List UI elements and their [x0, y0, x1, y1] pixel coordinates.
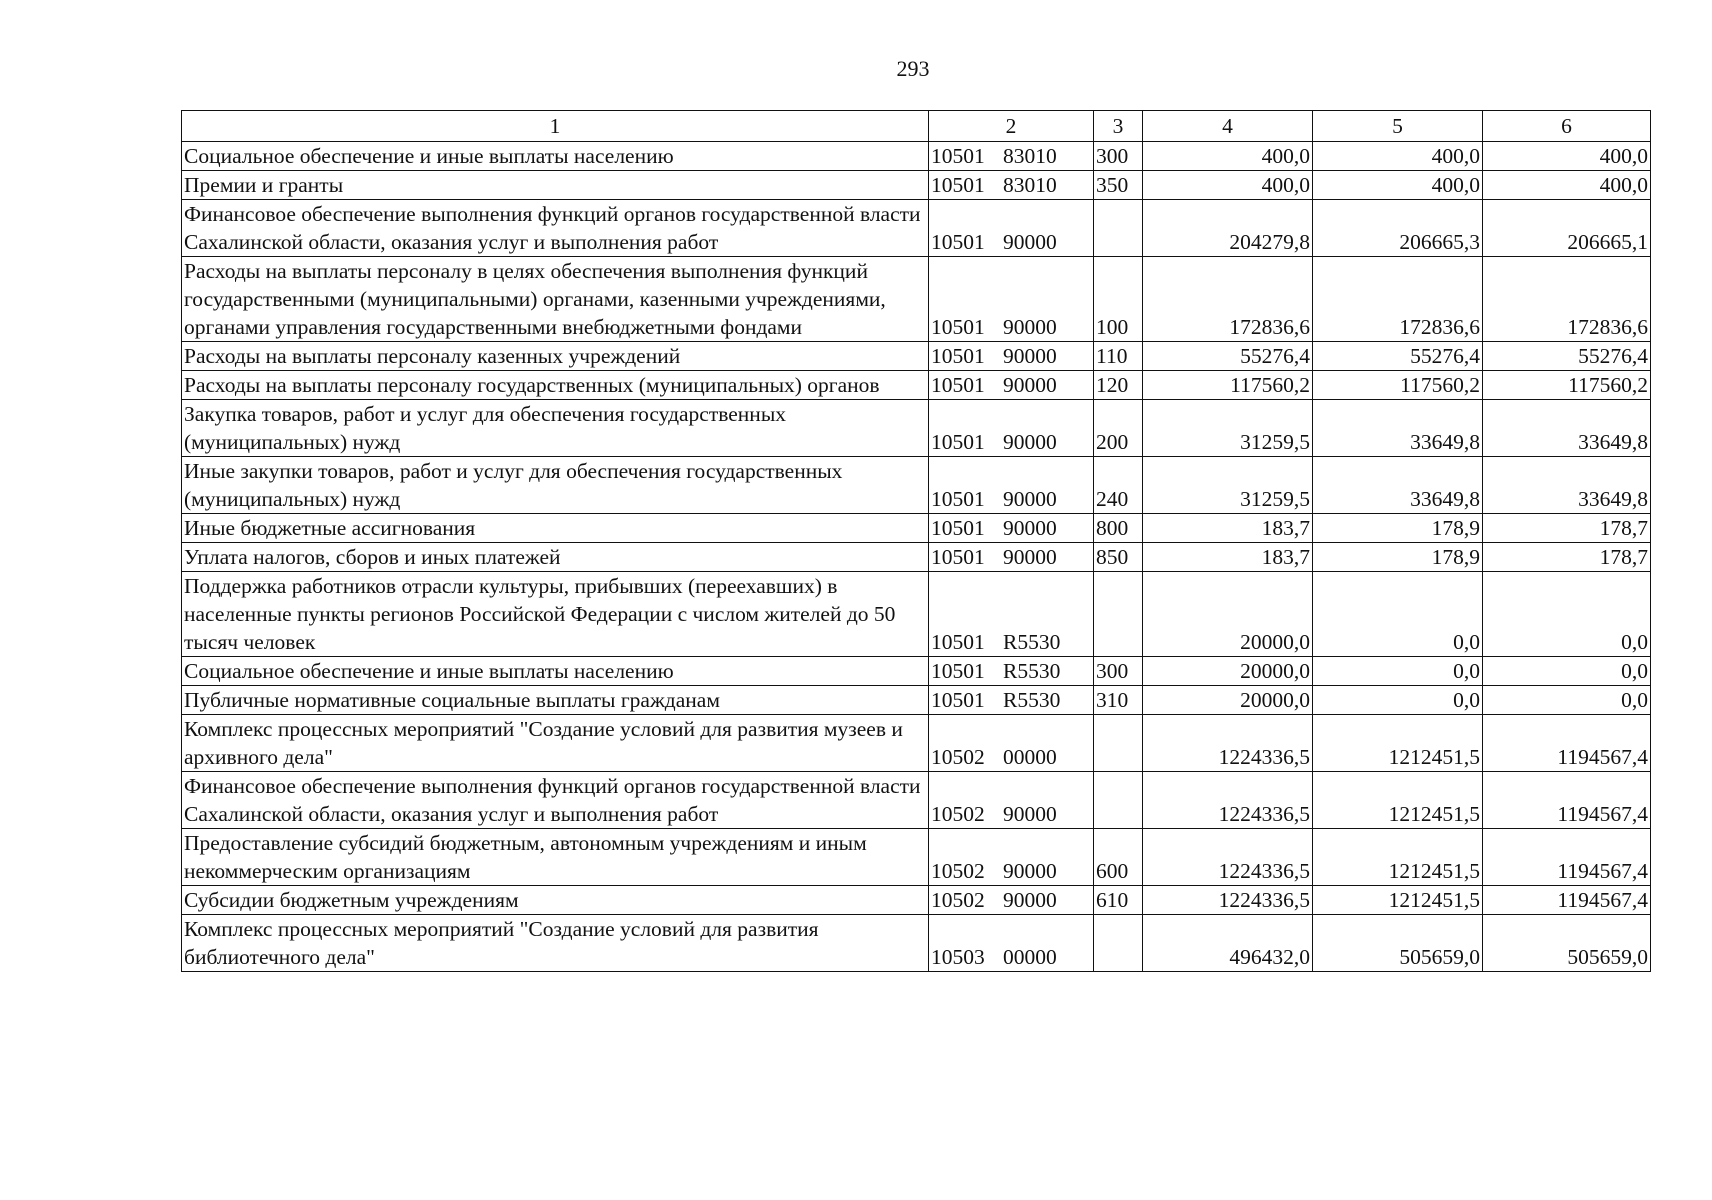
row-expense-kind: 100 [1094, 257, 1143, 342]
row-amount-col-5: 117560,2 [1313, 371, 1483, 400]
table-row [182, 342, 1651, 371]
row-code-item: 90000 [1003, 888, 1057, 912]
page-number: 293 [896, 56, 930, 81]
row-name: Предоставление субсидий бюджетным, автономным учреждениям и иным некоммерческим организациям [182, 829, 929, 886]
row-code-item: R5530 [1003, 688, 1061, 712]
row-code-item: R5530 [1003, 630, 1061, 654]
row-code-item: 90000 [1003, 516, 1057, 540]
row-amount-col-6: 400,0 [1483, 171, 1651, 200]
row-amount-col-6: 1194567,4 [1483, 886, 1651, 915]
row-expense-kind: 800 [1094, 514, 1143, 543]
row-amount-col-5: 1212451,5 [1313, 715, 1483, 772]
row-code-section: 10501 [931, 373, 985, 397]
row-name: Социальное обеспечение и иные выплаты населению [182, 142, 929, 171]
row-name: Финансовое обеспечение выполнения функций органов государственной власти Сахалинской области, оказания услуг и выполнения работ [182, 200, 929, 257]
row-expense-kind [1094, 915, 1143, 972]
row-code-item: 90000 [1003, 487, 1057, 511]
row-name: Социальное обеспечение и иные выплаты населению [182, 657, 929, 686]
row-expense-kind [1094, 572, 1143, 657]
table-row [182, 200, 1651, 257]
row-expense-kind: 350 [1094, 171, 1143, 200]
row-code [929, 657, 1094, 686]
row-code-section: 10501 [931, 344, 985, 368]
row-amount-col-5: 1212451,5 [1313, 829, 1483, 886]
row-amount-col-5: 0,0 [1313, 572, 1483, 657]
row-amount-col-4: 400,0 [1143, 142, 1313, 171]
row-amount-col-5: 400,0 [1313, 142, 1483, 171]
row-amount-col-6: 1194567,4 [1483, 772, 1651, 829]
row-amount-col-5: 505659,0 [1313, 915, 1483, 972]
row-amount-col-6: 0,0 [1483, 572, 1651, 657]
row-code [929, 543, 1094, 572]
row-amount-col-4: 183,7 [1143, 543, 1313, 572]
row-expense-kind [1094, 772, 1143, 829]
row-code-item: 90000 [1003, 315, 1057, 339]
row-code [929, 715, 1094, 772]
row-code [929, 572, 1094, 657]
row-amount-col-4: 117560,2 [1143, 371, 1313, 400]
row-amount-col-6: 33649,8 [1483, 457, 1651, 514]
row-name: Поддержка работников отрасли культуры, прибывших (переехавших) в населенные пункты регионов Российской Федерации с числом жителей до 50 тысяч человек [182, 572, 929, 657]
row-amount-col-4: 20000,0 [1143, 572, 1313, 657]
row-code-section: 10502 [931, 888, 985, 912]
table-row [182, 371, 1651, 400]
table-row [182, 829, 1651, 886]
table-row [182, 543, 1651, 572]
row-name: Закупка товаров, работ и услуг для обеспечения государственных (муниципальных) нужд [182, 400, 929, 457]
row-amount-col-4: 172836,6 [1143, 257, 1313, 342]
row-code-item: 90000 [1003, 545, 1057, 569]
row-amount-col-6: 178,7 [1483, 514, 1651, 543]
row-amount-col-5: 0,0 [1313, 657, 1483, 686]
row-expense-kind [1094, 200, 1143, 257]
row-name: Премии и гранты [182, 171, 929, 200]
row-amount-col-4: 20000,0 [1143, 686, 1313, 715]
row-code-section: 10501 [931, 144, 985, 168]
row-expense-kind: 300 [1094, 142, 1143, 171]
row-name: Расходы на выплаты персоналу в целях обеспечения выполнения функций государственными (муниципальными) органами, казенными учреждениями, органами управления государственными внебюджетными фондами [182, 257, 929, 342]
table-row [182, 142, 1651, 171]
row-code-section: 10501 [931, 545, 985, 569]
row-expense-kind: 610 [1094, 886, 1143, 915]
table-row [182, 257, 1651, 342]
row-amount-col-4: 183,7 [1143, 514, 1313, 543]
row-code-section: 10501 [931, 516, 985, 540]
row-code [929, 400, 1094, 457]
row-code-section: 10501 [931, 230, 985, 254]
row-code [929, 342, 1094, 371]
row-code [929, 829, 1094, 886]
row-amount-col-6: 0,0 [1483, 657, 1651, 686]
row-code-section: 10502 [931, 802, 985, 826]
row-code-item: 90000 [1003, 344, 1057, 368]
row-code [929, 886, 1094, 915]
row-name: Комплекс процессных мероприятий "Создание условий для развития библиотечного дела" [182, 915, 929, 972]
row-amount-col-5: 206665,3 [1313, 200, 1483, 257]
row-code-section: 10501 [931, 315, 985, 339]
row-expense-kind: 850 [1094, 543, 1143, 572]
row-expense-kind [1094, 715, 1143, 772]
row-code-section: 10502 [931, 745, 985, 769]
row-name: Субсидии бюджетным учреждениям [182, 886, 929, 915]
header-col-6: 6 [1483, 111, 1651, 142]
row-amount-col-4: 1224336,5 [1143, 715, 1313, 772]
row-code-item: 90000 [1003, 230, 1057, 254]
row-name: Публичные нормативные социальные выплаты гражданам [182, 686, 929, 715]
row-code-item: R5530 [1003, 659, 1061, 683]
row-code-item: 00000 [1003, 745, 1057, 769]
table-row [182, 915, 1651, 972]
row-name: Комплекс процессных мероприятий "Создание условий для развития музеев и архивного дела" [182, 715, 929, 772]
row-code-section: 10501 [931, 173, 985, 197]
row-code [929, 257, 1094, 342]
row-expense-kind: 120 [1094, 371, 1143, 400]
row-name: Расходы на выплаты персоналу казенных учреждений [182, 342, 929, 371]
row-code-section: 10503 [931, 945, 985, 969]
row-amount-col-5: 0,0 [1313, 686, 1483, 715]
row-code [929, 171, 1094, 200]
row-expense-kind: 310 [1094, 686, 1143, 715]
table-row [182, 457, 1651, 514]
row-code-item: 90000 [1003, 430, 1057, 454]
table-row [182, 171, 1651, 200]
row-amount-col-6: 400,0 [1483, 142, 1651, 171]
row-name: Иные бюджетные ассигнования [182, 514, 929, 543]
table-row [182, 772, 1651, 829]
row-amount-col-6: 206665,1 [1483, 200, 1651, 257]
row-name: Иные закупки товаров, работ и услуг для обеспечения государственных (муниципальных) нужд [182, 457, 929, 514]
row-expense-kind: 600 [1094, 829, 1143, 886]
table-row [182, 514, 1651, 543]
row-amount-col-6: 33649,8 [1483, 400, 1651, 457]
row-amount-col-5: 178,9 [1313, 514, 1483, 543]
row-amount-col-6: 55276,4 [1483, 342, 1651, 371]
row-amount-col-4: 1224336,5 [1143, 772, 1313, 829]
header-col-1: 1 [182, 111, 929, 142]
row-code [929, 371, 1094, 400]
row-code [929, 142, 1094, 171]
row-amount-col-4: 1224336,5 [1143, 886, 1313, 915]
row-code [929, 200, 1094, 257]
row-code-section: 10501 [931, 487, 985, 511]
table-row [182, 715, 1651, 772]
row-code-item: 90000 [1003, 802, 1057, 826]
row-name: Финансовое обеспечение выполнения функций органов государственной власти Сахалинской области, оказания услуг и выполнения работ [182, 772, 929, 829]
row-code-section: 10501 [931, 430, 985, 454]
row-amount-col-6: 117560,2 [1483, 371, 1651, 400]
budget-table [181, 110, 1651, 972]
row-amount-col-4: 31259,5 [1143, 457, 1313, 514]
row-amount-col-6: 172836,6 [1483, 257, 1651, 342]
row-amount-col-5: 33649,8 [1313, 400, 1483, 457]
row-code-section: 10502 [931, 859, 985, 883]
row-name: Расходы на выплаты персоналу государственных (муниципальных) органов [182, 371, 929, 400]
header-col-5: 5 [1313, 111, 1483, 142]
row-code-item: 83010 [1003, 173, 1057, 197]
row-code [929, 772, 1094, 829]
row-amount-col-5: 400,0 [1313, 171, 1483, 200]
row-amount-col-4: 204279,8 [1143, 200, 1313, 257]
row-amount-col-4: 400,0 [1143, 171, 1313, 200]
row-amount-col-6: 0,0 [1483, 686, 1651, 715]
row-amount-col-5: 172836,6 [1313, 257, 1483, 342]
row-expense-kind: 200 [1094, 400, 1143, 457]
row-code-item: 83010 [1003, 144, 1057, 168]
table-row [182, 686, 1651, 715]
row-amount-col-6: 1194567,4 [1483, 829, 1651, 886]
row-amount-col-6: 1194567,4 [1483, 715, 1651, 772]
row-expense-kind: 110 [1094, 342, 1143, 371]
row-amount-col-5: 1212451,5 [1313, 886, 1483, 915]
row-amount-col-4: 1224336,5 [1143, 829, 1313, 886]
row-code-item: 00000 [1003, 945, 1057, 969]
row-amount-col-6: 505659,0 [1483, 915, 1651, 972]
row-expense-kind: 300 [1094, 657, 1143, 686]
row-amount-col-4: 20000,0 [1143, 657, 1313, 686]
row-code [929, 915, 1094, 972]
row-amount-col-6: 178,7 [1483, 543, 1651, 572]
row-code-section: 10501 [931, 659, 985, 683]
row-amount-col-5: 55276,4 [1313, 342, 1483, 371]
header-row [182, 111, 1651, 142]
row-amount-col-5: 1212451,5 [1313, 772, 1483, 829]
table-row [182, 657, 1651, 686]
row-code-section: 10501 [931, 630, 985, 654]
row-code [929, 686, 1094, 715]
table-row [182, 886, 1651, 915]
row-amount-col-4: 55276,4 [1143, 342, 1313, 371]
row-code-section: 10501 [931, 688, 985, 712]
row-code [929, 514, 1094, 543]
row-expense-kind: 240 [1094, 457, 1143, 514]
row-amount-col-4: 31259,5 [1143, 400, 1313, 457]
header-col-4: 4 [1143, 111, 1313, 142]
row-amount-col-5: 178,9 [1313, 543, 1483, 572]
row-name: Уплата налогов, сборов и иных платежей [182, 543, 929, 572]
row-code-item: 90000 [1003, 373, 1057, 397]
header-col-2: 2 [929, 111, 1094, 142]
row-amount-col-4: 496432,0 [1143, 915, 1313, 972]
table-row [182, 572, 1651, 657]
row-code [929, 457, 1094, 514]
header-col-3: 3 [1094, 111, 1143, 142]
row-amount-col-5: 33649,8 [1313, 457, 1483, 514]
row-code-item: 90000 [1003, 859, 1057, 883]
table-row [182, 400, 1651, 457]
